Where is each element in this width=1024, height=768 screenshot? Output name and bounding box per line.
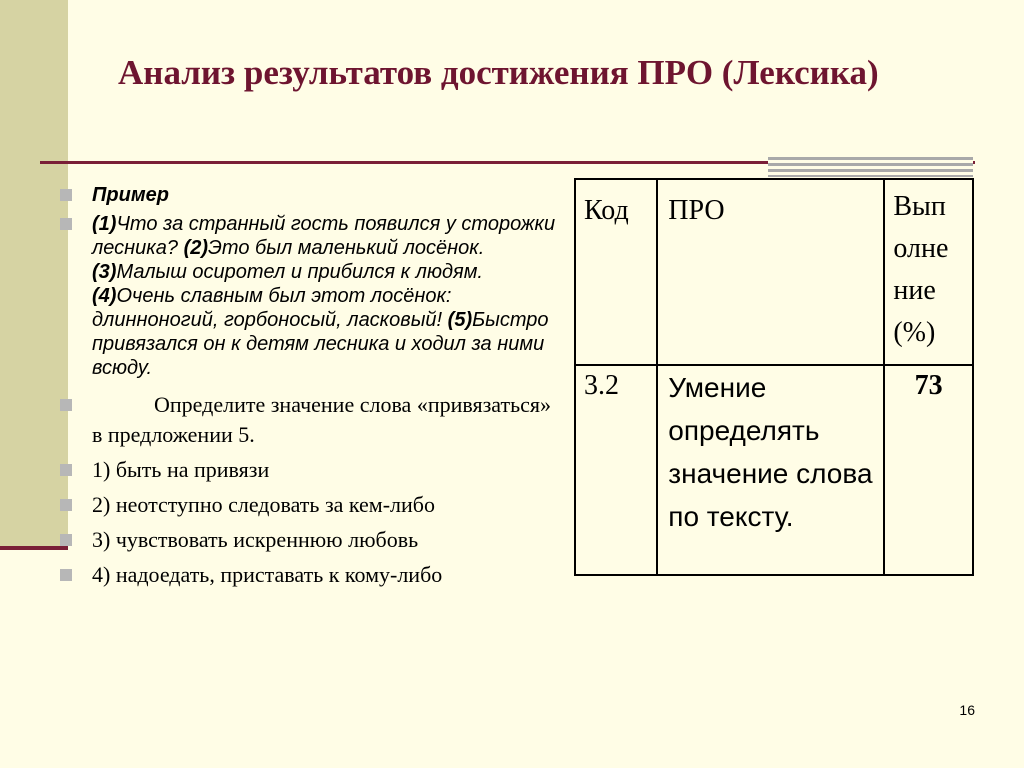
sentence-number-4: (4) bbox=[92, 285, 117, 307]
answer-option-4: 4) надоедать, приставать к кому-либо bbox=[60, 560, 560, 590]
cell-pro: Умение определять значение слова по тексту. bbox=[657, 365, 884, 575]
sentence-text-5: Быстро привязался он к детям лесника и ходил за ними всюду. bbox=[92, 309, 549, 379]
cell-value: 73 bbox=[884, 365, 973, 575]
sentence-number-5: (5) bbox=[447, 309, 473, 331]
results-table bbox=[574, 178, 974, 576]
left-decorative-band bbox=[0, 0, 68, 548]
cell-kod: 3.2 bbox=[575, 365, 657, 575]
sentence-text-4: Очень славным был этот лосёнок: длинноногий, горбоносый, ласковый! bbox=[92, 285, 452, 331]
example-text bbox=[60, 212, 560, 380]
page-number: 16 bbox=[959, 702, 975, 718]
answer-option-2: 2) неотступно следовать за кем-либо bbox=[60, 490, 560, 520]
example-heading: Пример bbox=[60, 183, 560, 207]
answer-option-3: 3) чувствовать искреннюю любовь bbox=[60, 525, 560, 555]
header-vyp-line-1: Вып bbox=[893, 191, 946, 222]
header-pro: ПРО bbox=[657, 179, 884, 365]
slide-title: Анализ результатов достижения ПРО (Лексика) bbox=[118, 53, 879, 92]
sentence-text-3: Малыш осиротел и прибился к людям. bbox=[116, 261, 483, 283]
sentence-text-2: Это был маленький лосёнок. bbox=[208, 237, 485, 259]
table-header-row bbox=[575, 179, 973, 365]
sentence-text-1: Что за странный гость появился у сторожки лесника? bbox=[92, 213, 556, 259]
content-bullet-list bbox=[60, 183, 560, 595]
task-question-text: Определите значение слова «привязаться» в предложении 5. bbox=[92, 392, 551, 447]
left-band-accent-line bbox=[0, 546, 68, 550]
table-row bbox=[575, 365, 973, 575]
task-question bbox=[60, 390, 560, 450]
header-vyp-line-4: (%) bbox=[893, 317, 936, 348]
header-kod: Код bbox=[575, 179, 657, 365]
answer-option-1: 1) быть на привязи bbox=[60, 455, 560, 485]
header-vyp-line-2: олне bbox=[893, 233, 949, 264]
sentence-number-2: (2) bbox=[183, 237, 209, 259]
header-vyp-line-3: ние bbox=[893, 275, 936, 306]
sentence-number-3: (3) bbox=[92, 261, 117, 283]
header-vypolnenie bbox=[884, 179, 973, 365]
sentence-number-1: (1) bbox=[92, 213, 117, 235]
title-divider-stripes bbox=[768, 157, 973, 177]
